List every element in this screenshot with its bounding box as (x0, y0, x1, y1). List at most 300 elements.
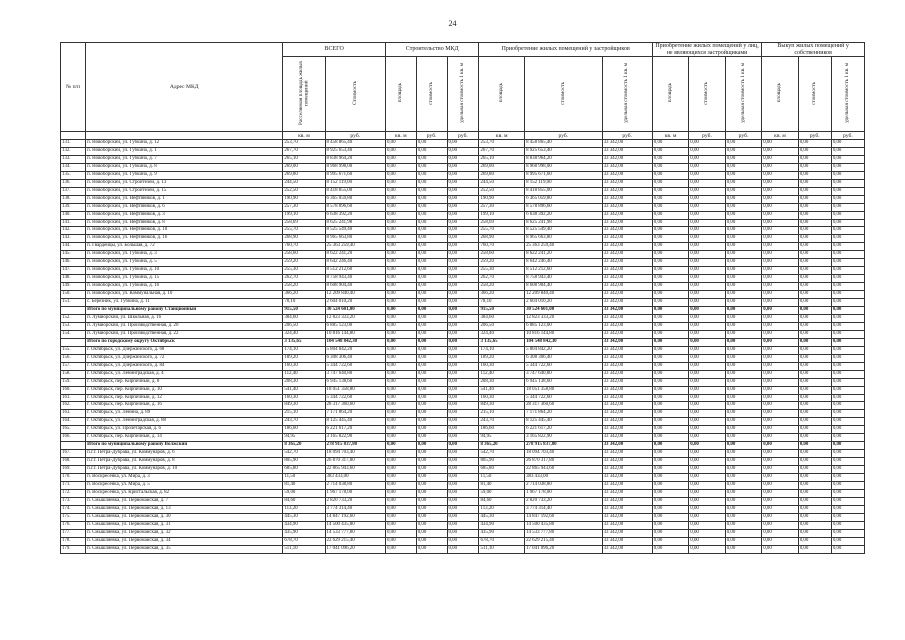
row-value: 0,00 (725, 179, 762, 187)
row-value: 2 604 010,20 (325, 299, 385, 307)
row-value: 0,00 (762, 251, 798, 259)
row-value: 0,00 (416, 466, 447, 474)
row-value: 384,60 (283, 314, 325, 322)
row-value: 0,00 (416, 378, 447, 386)
row-value: 0,00 (447, 378, 479, 386)
row-value: 12 823 333,20 (325, 314, 385, 322)
row-value: 189,20 (283, 354, 325, 362)
row-value: 0,00 (831, 283, 864, 291)
row-value: 33 342,00 (602, 291, 652, 299)
row-value: 0,00 (725, 140, 762, 148)
row-value: 0,00 (652, 434, 688, 442)
row-value: 0,00 (652, 203, 688, 211)
header-sub-5 (479, 57, 525, 132)
row-value: 0,00 (762, 203, 798, 211)
row-value: 0,00 (652, 283, 688, 291)
row-value: 0,00 (798, 489, 831, 497)
row-address: п. Новоборский, ул. Строителей, д. 15 (86, 187, 283, 195)
row-value: 33 342,00 (602, 537, 652, 545)
row-value: 12 823 333,20 (525, 314, 603, 322)
row-value: 0,00 (689, 163, 725, 171)
row-value: 0,00 (689, 291, 725, 299)
row-value: 0,00 (385, 219, 416, 227)
row-value: 160,30 (283, 362, 325, 370)
row-value: 0,00 (725, 299, 762, 307)
row-value: 0,00 (652, 179, 688, 187)
row-value: 6 308 306,40 (525, 354, 603, 362)
row-value: 0,00 (447, 267, 479, 275)
row-value: 8 622 241,20 (325, 251, 385, 259)
row-value: 0,00 (689, 227, 725, 235)
row-value: 0,00 (798, 481, 831, 489)
header-sub-label: удельная стоимость 1 кв. м (623, 63, 630, 123)
header-sub-6 (525, 57, 603, 132)
row-address: п. Новоборский, ул. Строителей, д. 13 (86, 179, 283, 187)
table-row (61, 283, 865, 291)
row-value: 0,00 (831, 346, 864, 354)
row-address: п. Гвардейцы, ул. Большая, д. 72 (86, 243, 283, 251)
table-row (61, 140, 865, 148)
row-value: 33 342,00 (602, 513, 652, 521)
table-row (61, 497, 865, 505)
row-value: 33 342,00 (602, 227, 652, 235)
row-value: 0,00 (416, 179, 447, 187)
row-value: 0,00 (725, 163, 762, 171)
row-value: 0,00 (798, 275, 831, 283)
row-value: 78,10 (479, 299, 525, 307)
row-value: 0,00 (689, 497, 725, 505)
row-value: 0,00 (652, 489, 688, 497)
row-value: 0,00 (652, 338, 688, 346)
row-value: 0,00 (447, 442, 479, 450)
row-value: 915,50 (479, 307, 525, 315)
row-value: 259,20 (283, 259, 325, 267)
row-address: г. Октябрьск, пер. Кирпичный, д. 14 (86, 434, 283, 442)
row-value: 0,00 (652, 267, 688, 275)
table-row (61, 259, 865, 267)
row-value: 0,00 (798, 147, 831, 155)
row-value: 0,00 (762, 179, 798, 187)
row-value: 0,00 (416, 195, 447, 203)
row-value: 17 041 096,20 (325, 545, 385, 553)
row-value: 445,30 (283, 513, 325, 521)
row-value: 0,00 (831, 219, 864, 227)
row-address: п. Воскресенка, ул. Мира, д. 5 (86, 481, 283, 489)
row-value: 0,00 (762, 505, 798, 513)
row-value: 0,00 (689, 442, 725, 450)
row-value: 0,00 (447, 354, 479, 362)
row-value: 8 125 445,40 (525, 418, 603, 426)
header-unit: руб. (525, 132, 603, 140)
row-value: 366,20 (283, 291, 325, 299)
row-value: 0,00 (762, 338, 798, 346)
row-value: 59,00 (479, 489, 525, 497)
row-value: 0,00 (385, 187, 416, 195)
table-row (61, 545, 865, 553)
row-value: 33 342,00 (602, 410, 652, 418)
row-value: 0,00 (831, 426, 864, 434)
row-value: 0,00 (798, 458, 831, 466)
row-address: г. Октябрьск, пер. Кирпичный, д. 16 (86, 402, 283, 410)
row-value: 0,00 (762, 147, 798, 155)
row-value: 262,70 (283, 275, 325, 283)
row-value: 0,00 (798, 307, 831, 315)
row-value: 255,70 (283, 227, 325, 235)
header-group-row (61, 43, 865, 57)
row-value: 0,00 (447, 322, 479, 330)
row-value: 0,00 (831, 163, 864, 171)
header-unit: руб. (831, 132, 864, 140)
header-sub-7 (602, 57, 652, 132)
row-value: 0,00 (762, 227, 798, 235)
row-number: 155. (61, 346, 86, 354)
row-value: 0,00 (725, 537, 762, 545)
row-value: 0,00 (831, 140, 864, 148)
row-address: п. Новоборский, ул. Губкина, д. 10 (86, 267, 283, 275)
row-value: 0,00 (416, 187, 447, 195)
row-value: 0,00 (725, 370, 762, 378)
table-row (61, 537, 865, 545)
row-value: 0,00 (798, 243, 831, 251)
row-value: 84,60 (283, 497, 325, 505)
row-value: 0,00 (725, 147, 762, 155)
row-value: 8 418 855,00 (325, 187, 385, 195)
row-value: 14 847 192,60 (525, 513, 603, 521)
row-value: 383 433,00 (525, 474, 603, 482)
table-row (61, 434, 865, 442)
row-value: 0,00 (416, 219, 447, 227)
row-value: 104 548 842,30 (325, 338, 385, 346)
row-value: 0,00 (831, 474, 864, 482)
row-value: 0,00 (831, 299, 864, 307)
row-value: 0,00 (385, 378, 416, 386)
table-row (61, 426, 865, 434)
row-value: 0,00 (762, 243, 798, 251)
row-value: 0,00 (447, 219, 479, 227)
row-value: 0,00 (689, 275, 725, 283)
row-value: 0,00 (798, 171, 831, 179)
row-value: 33 342,00 (602, 474, 652, 482)
row-value: 0,00 (831, 402, 864, 410)
row-value: 0,00 (447, 227, 479, 235)
row-value: 0,00 (798, 402, 831, 410)
table-row (61, 291, 865, 299)
row-value: 0,00 (689, 394, 725, 402)
row-value: 0,00 (798, 155, 831, 163)
row-value: 0,00 (447, 171, 479, 179)
row-value: 0,00 (416, 450, 447, 458)
row-value: 30 524 601,00 (325, 307, 385, 315)
row-value: 269,00 (283, 163, 325, 171)
row-value: 0,00 (385, 537, 416, 545)
row-value: 0,00 (831, 410, 864, 418)
header-sub-2 (385, 57, 416, 132)
row-value: 5 804 842,20 (525, 346, 603, 354)
row-value: 0,00 (798, 219, 831, 227)
subtotal-row (61, 442, 865, 450)
row-value: 33 342,00 (602, 235, 652, 243)
row-value: 0,00 (689, 299, 725, 307)
row-value: 0,00 (652, 322, 688, 330)
row-number: 167. (61, 450, 86, 458)
row-number: 159. (61, 378, 86, 386)
table-row (61, 235, 865, 243)
row-value: 0,00 (689, 187, 725, 195)
row-value: 8 578 896,60 (325, 203, 385, 211)
row-address: п. Новоборский, ул. Губкина, д. 12 (86, 140, 283, 148)
row-value: 678,70 (283, 537, 325, 545)
row-value: 0,00 (652, 155, 688, 163)
row-value: 33 342,00 (602, 322, 652, 330)
row-address: Итого по городскому округу Октябрьск (86, 338, 283, 346)
row-value: 0,00 (798, 227, 831, 235)
table-row (61, 386, 865, 394)
row-value: 0,00 (416, 251, 447, 259)
row-value: 33 342,00 (602, 434, 652, 442)
row-value: 0,00 (689, 378, 725, 386)
row-value: 511,10 (283, 545, 325, 553)
row-number: 160. (61, 386, 86, 394)
row-value: 0,00 (725, 314, 762, 322)
row-value: 6 221 617,20 (325, 426, 385, 434)
table-row (61, 402, 865, 410)
row-value: 258,60 (283, 251, 325, 259)
table-row (61, 370, 865, 378)
row-value: 0,00 (385, 529, 416, 537)
row-value: 8 965 663,80 (325, 235, 385, 243)
row-value: 8 995 671,60 (525, 171, 603, 179)
row-value: 12 209 840,40 (525, 291, 603, 299)
row-value: 0,00 (416, 299, 447, 307)
row-value: 0,00 (652, 402, 688, 410)
row-value: 0,00 (385, 314, 416, 322)
row-value: 0,00 (416, 513, 447, 521)
row-value: 0,00 (831, 529, 864, 537)
row-value: 0,00 (762, 275, 798, 283)
row-value: 8 838 964,20 (525, 155, 603, 163)
row-value: 0,00 (831, 147, 864, 155)
row-value: 0,00 (652, 426, 688, 434)
row-value: 0,00 (725, 338, 762, 346)
row-value: 5 344 722,60 (525, 362, 603, 370)
row-value: 0,00 (385, 195, 416, 203)
row-value: 11,50 (479, 474, 525, 482)
row-number: 143. (61, 235, 86, 243)
row-address: п. Смышляевка, ул. Первомайская, д. 31 (86, 521, 283, 529)
table-row (61, 171, 865, 179)
row-value: 33 342,00 (602, 203, 652, 211)
row-value: 0,00 (652, 235, 688, 243)
header-sub-label: удельная стоимость 1 кв. м (459, 63, 466, 123)
row-value: 22 629 215,40 (325, 537, 385, 545)
row-number: 156. (61, 354, 86, 362)
row-value: 0,00 (416, 481, 447, 489)
table-row (61, 346, 865, 354)
row-value: 22 629 215,40 (525, 537, 603, 545)
row-value: 0,00 (447, 211, 479, 219)
row-value: 33 342,00 (602, 187, 652, 195)
row-value: 0,00 (798, 370, 831, 378)
row-value: 3 747 640,80 (325, 370, 385, 378)
row-value: 113,20 (283, 505, 325, 513)
row-value: 0,00 (652, 314, 688, 322)
row-value: 0,00 (762, 140, 798, 148)
row-value: 0,00 (652, 521, 688, 529)
table-row (61, 513, 865, 521)
row-value: 33 342,00 (602, 386, 652, 394)
row-value: 0,00 (831, 227, 864, 235)
row-value: 28 317 360,60 (525, 402, 603, 410)
row-value: 0,00 (762, 322, 798, 330)
row-value: 0,00 (725, 362, 762, 370)
row-value: 0,00 (725, 187, 762, 195)
row-value: 0,00 (762, 267, 798, 275)
row-value: 3 774 314,40 (525, 505, 603, 513)
row-value: 0,00 (831, 275, 864, 283)
row-value: 0,00 (416, 458, 447, 466)
table-row (61, 187, 865, 195)
header-sub-13 (831, 57, 864, 132)
row-address: г. Октябрьск, пер. Кирпичный, д. 8 (86, 378, 283, 386)
row-address: г. Октябрьск, ул. Дзержинского, д. 68 (86, 346, 283, 354)
row-value: 1 967 178,00 (325, 489, 385, 497)
row-address: п. Лумиорский, ул. Школьная, д. 16 (86, 314, 283, 322)
row-value: 22 865 943,60 (325, 466, 385, 474)
row-number: 142. (61, 227, 86, 235)
header-sub-label: стоимость (427, 81, 434, 105)
row-value: 0,00 (798, 251, 831, 259)
row-value: 33 342,00 (602, 259, 652, 267)
row-value: 8 125 445,40 (325, 418, 385, 426)
row-value: 0,00 (447, 370, 479, 378)
row-value: 0,00 (725, 211, 762, 219)
row-value: 0,00 (385, 521, 416, 529)
row-address: п. Новоборский, ул. Губкина, д. 5 (86, 259, 283, 267)
row-value: 0,00 (689, 458, 725, 466)
row-address: п. Новоборский, ул. Губкина, д. 1 (86, 147, 283, 155)
row-value: 0,00 (385, 203, 416, 211)
row-value: 0,00 (689, 450, 725, 458)
row-value: 0,00 (831, 330, 864, 338)
row-value: 33 342,00 (602, 195, 652, 203)
row-number: 133. (61, 155, 86, 163)
row-value: 0,00 (416, 386, 447, 394)
row-value: 33 342,00 (602, 283, 652, 291)
row-value: 0,00 (798, 330, 831, 338)
row-value: 0,00 (689, 147, 725, 155)
row-value: 0,00 (798, 513, 831, 521)
row-value: 252,50 (479, 187, 525, 195)
row-value: 0,00 (689, 251, 725, 259)
row-value: 0,00 (416, 330, 447, 338)
row-value: 0,00 (652, 275, 688, 283)
row-value: 1 967 178,00 (525, 489, 603, 497)
row-value: 33 342,00 (602, 299, 652, 307)
header-sub-label: площадь (666, 83, 673, 103)
row-value: 0,00 (725, 386, 762, 394)
row-value: 0,00 (689, 155, 725, 163)
row-value: 0,00 (798, 418, 831, 426)
unit-blank (86, 132, 283, 140)
row-value: 8 838 964,20 (325, 155, 385, 163)
row-value: 8 965 663,80 (525, 235, 603, 243)
row-value: 0,00 (762, 283, 798, 291)
row-value: 0,00 (798, 267, 831, 275)
row-number: 136. (61, 179, 86, 187)
row-value: 25 363 259,40 (325, 243, 385, 251)
table-row (61, 529, 865, 537)
row-value: 0,00 (385, 307, 416, 315)
row-value: 3 747 640,80 (525, 370, 603, 378)
row-value: 0,00 (689, 346, 725, 354)
row-number: 170. (61, 474, 86, 482)
row-value: 33 342,00 (602, 497, 652, 505)
row-value: 0,00 (689, 362, 725, 370)
row-value: 0,00 (798, 529, 831, 537)
row-value: 0,00 (385, 442, 416, 450)
row-value: 0,00 (831, 235, 864, 243)
row-value: 0,00 (652, 354, 688, 362)
row-value: 186,60 (283, 426, 325, 434)
table-row (61, 322, 865, 330)
row-value: 0,00 (689, 314, 725, 322)
row-value: 0,00 (762, 537, 798, 545)
header-unit: руб. (447, 132, 479, 140)
row-value: 33 342,00 (602, 481, 652, 489)
row-value: 0,00 (798, 291, 831, 299)
row-value: 0,00 (831, 155, 864, 163)
row-value: 0,00 (725, 394, 762, 402)
row-value: 269,80 (479, 171, 525, 179)
row-value: 0,00 (831, 394, 864, 402)
row-value: 0,00 (689, 338, 725, 346)
header-sub-label: площадь (498, 83, 505, 103)
row-value: 849,30 (479, 402, 525, 410)
row-value: 0,00 (831, 434, 864, 442)
row-value: 0,00 (447, 458, 479, 466)
row-value: 0,00 (831, 267, 864, 275)
row-address: г. Октябрьск, пер. Кирпичный, д. 12 (86, 394, 283, 402)
row-value: 8 578 896,60 (525, 203, 603, 211)
row-value: 0,00 (689, 235, 725, 243)
table-body (61, 140, 865, 554)
row-address: п. Новоборский, ул. Губкина, д. 3 (86, 251, 283, 259)
row-value: 0,00 (798, 346, 831, 354)
row-value: 0,00 (831, 386, 864, 394)
row-value: 8 512 212,60 (325, 267, 385, 275)
header-sub-label: стоимость (703, 81, 710, 105)
row-value: 253,70 (283, 140, 325, 148)
row-value: 0,00 (798, 140, 831, 148)
row-value: 0,00 (762, 346, 798, 354)
row-value: 0,00 (385, 466, 416, 474)
row-value: 324,40 (479, 330, 525, 338)
row-value: 0,00 (762, 545, 798, 553)
row-value: 186,60 (479, 426, 525, 434)
row-value: 0,00 (416, 243, 447, 251)
row-value: 0,00 (652, 291, 688, 299)
row-value: 0,00 (725, 529, 762, 537)
row-value: 0,00 (652, 378, 688, 386)
row-value: 18 051 358,80 (525, 386, 603, 394)
row-value: 12 209 840,40 (325, 291, 385, 299)
row-value: 0,00 (831, 243, 864, 251)
row-value: 0,00 (798, 354, 831, 362)
row-value: 0,00 (416, 402, 447, 410)
header-group-construction: Строительство МКД (385, 43, 479, 57)
row-value: 25 363 259,40 (525, 243, 603, 251)
row-value: 0,00 (689, 307, 725, 315)
